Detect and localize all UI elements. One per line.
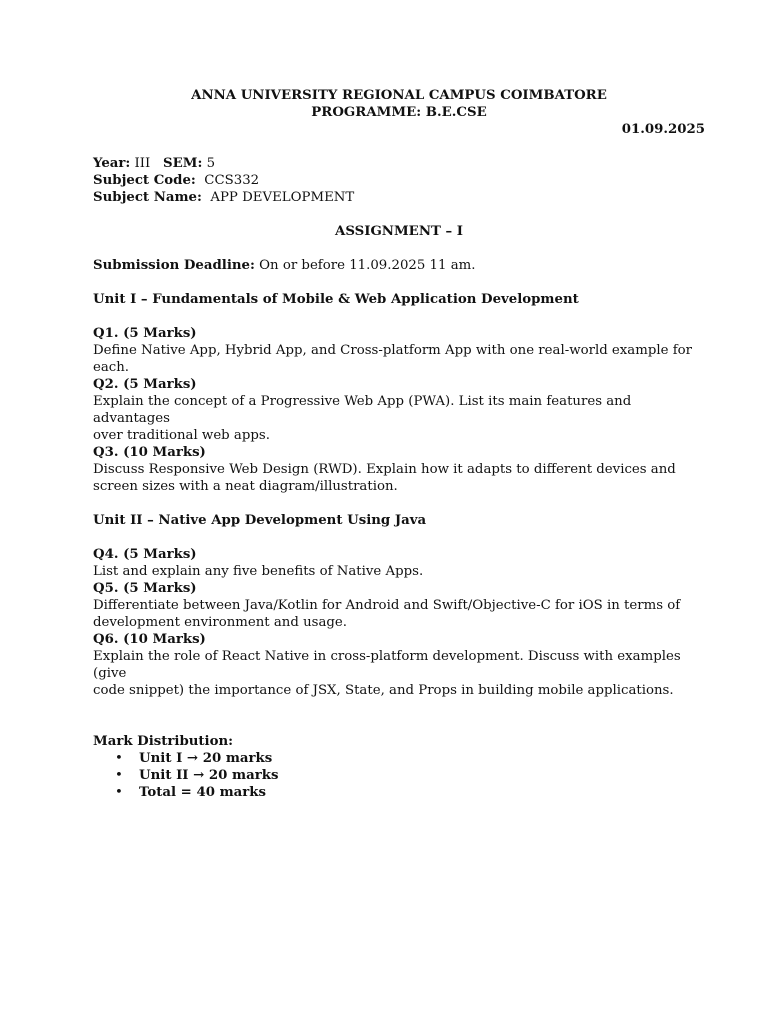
subject-code-line (93, 172, 705, 189)
deadline-line (93, 257, 705, 274)
sem-label: SEM: (163, 156, 203, 171)
list-item (115, 767, 705, 784)
unit-title: Unit II – Native App Development Using Java (93, 513, 427, 528)
subject-code-label: Subject Code: (93, 173, 196, 188)
question-text: screen sizes with a neat diagram/illustration. (93, 479, 398, 494)
question-heading: Q5. (5 Marks) (93, 581, 197, 596)
question-text: Explain the concept of a Progressive Web App (PWA). List its main features and advantages (93, 394, 632, 426)
question-heading: Q1. (5 Marks) (93, 326, 197, 341)
question-text: Discuss Responsive Web Design (RWD). Explain how it adapts to different devices and (93, 462, 676, 477)
question-text: over traditional web apps. (93, 428, 270, 443)
list-item (115, 784, 705, 801)
list-item-text: Total = 40 marks (139, 785, 266, 800)
mark-distribution-list (93, 750, 705, 801)
deadline-value: On or before 11.09.2025 11 am. (254, 258, 476, 273)
university-name: ANNA UNIVERSITY REGIONAL CAMPUS COIMBATORE (191, 88, 607, 103)
question-text: Differentiate between Java/Kotlin for Android and Swift/Objective-C for iOS in terms of (93, 598, 681, 613)
question-text: each. (93, 360, 130, 375)
deadline-label: Submission Deadline: (93, 258, 255, 273)
bullet-icon: • (115, 768, 123, 783)
unit-title: Unit I – Fundamentals of Mobile & Web Application Development (93, 292, 579, 307)
question-heading: Q3. (10 Marks) (93, 445, 206, 460)
mark-distribution-title: Mark Distribution: (93, 734, 234, 749)
subject-name-label: Subject Name: (93, 190, 202, 205)
year-sem-line (93, 155, 705, 172)
question-text: List and explain any five benefits of Native Apps. (93, 564, 424, 579)
document-date: 01.09.2025 (621, 122, 705, 137)
year-value: III (130, 156, 151, 171)
bullet-icon: • (115, 785, 123, 800)
question-heading: Q2. (5 Marks) (93, 377, 197, 392)
question-text: Define Native App, Hybrid App, and Cross-platform App with one real-world example for (93, 343, 692, 358)
programme-line: PROGRAMME: B.E.CSE (311, 105, 487, 120)
bullet-icon: • (115, 751, 123, 766)
question-heading: Q4. (5 Marks) (93, 547, 197, 562)
question-text: Explain the role of React Native in cross-platform development. Discuss with examples (give (93, 649, 681, 681)
subject-code-value: CCS332 (200, 173, 260, 188)
question-heading: Q6. (10 Marks) (93, 632, 206, 647)
subject-name-value: APP DEVELOPMENT (206, 190, 355, 205)
list-item-text: Unit II → 20 marks (139, 768, 279, 783)
question-text: development environment and usage. (93, 615, 348, 630)
document-page (93, 87, 705, 801)
sem-value: 5 (202, 156, 216, 171)
list-item-text: Unit I → 20 marks (139, 751, 273, 766)
subject-name-line (93, 189, 705, 206)
year-label: Year: (93, 156, 131, 171)
list-item (115, 750, 705, 767)
question-text: code snippet) the importance of JSX, State, and Props in building mobile applications. (93, 683, 674, 698)
assignment-title: ASSIGNMENT – I (335, 224, 463, 239)
